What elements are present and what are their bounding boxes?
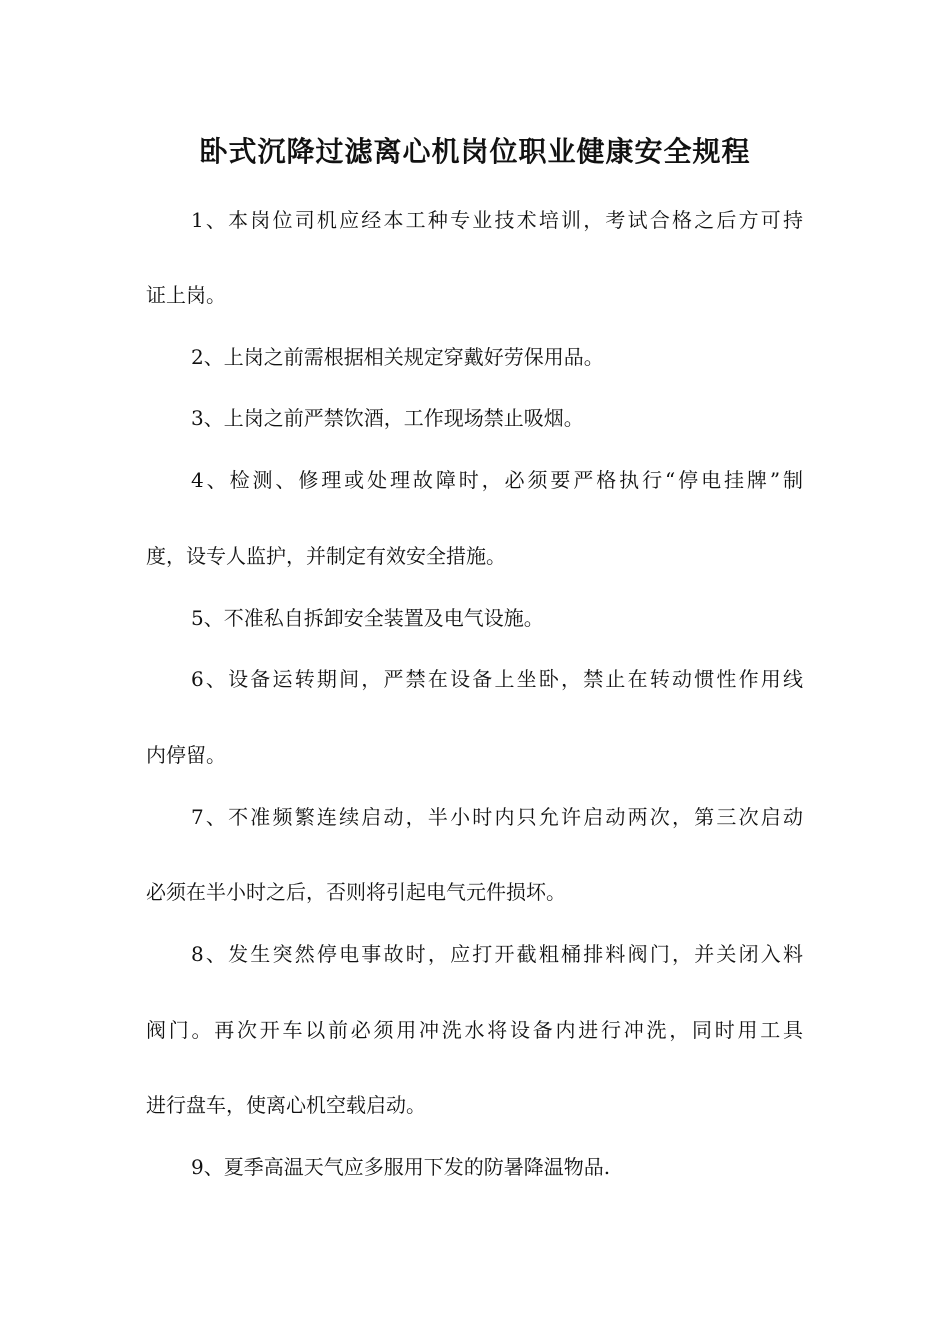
rule-7-line-1: 7、不准频繁连续启动，半小时内只允许启动两次，第三次启动 [191,805,803,829]
rule-2: 2、上岗之前需根据相关规定穿戴好劳保用品。 [191,345,604,369]
rule-8-line-1: 8、发生突然停电事故时，应打开截粗桶排料阀门，并关闭入料 [191,942,803,966]
rule-5: 5、不准私自拆卸安全装置及电气设施。 [191,606,544,630]
rule-4-line-1: 4、检测、修理或处理故障时，必须要严格执行“停电挂牌”制 [191,468,803,492]
rule-6-line-1: 6、设备运转期间，严禁在设备上坐卧，禁止在转动惯性作用线 [191,667,803,691]
rule-7-line-2: 必须在半小时之后，否则将引起电气元件损坏。 [146,880,566,904]
rule-1-line-2: 证上岗。 [146,283,226,307]
rule-4-line-2: 度，设专人监护，并制定有效安全措施。 [146,544,506,568]
rule-3: 3、上岗之前严禁饮酒，工作现场禁止吸烟。 [191,406,584,430]
rule-8-line-3: 进行盘车，使离心机空载启动。 [146,1093,426,1117]
rule-6-line-2: 内停留。 [146,743,226,767]
rule-9: 9、夏季高温天气应多服用下发的防暑降温物品. [191,1155,611,1179]
rule-1-line-1: 1、本岗位司机应经本工种专业技术培训，考试合格之后方可持 [191,208,803,232]
document-title: 卧式沉降过滤离心机岗位职业健康安全规程 [199,135,751,168]
rule-8-line-2: 阀门。再次开车以前必须用冲洗水将设备内进行冲洗，同时用工具 [146,1018,803,1042]
